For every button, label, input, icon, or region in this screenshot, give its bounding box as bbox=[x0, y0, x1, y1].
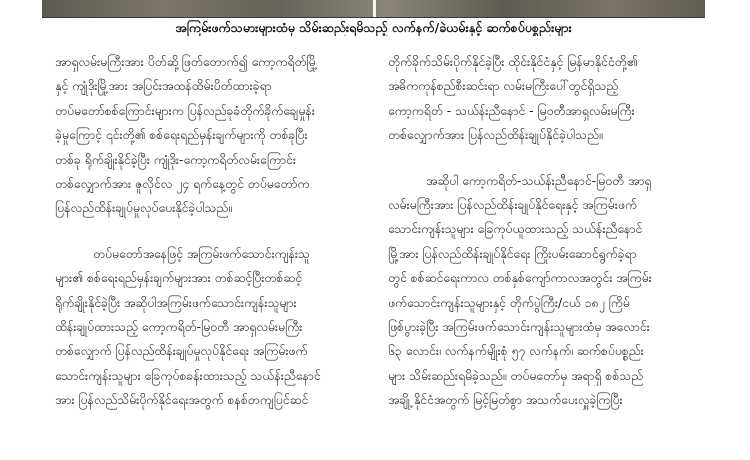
right-column bbox=[388, 50, 706, 434]
text-line: အချို့ နိုင်ငံအတွက် မြင့်မြတ်စွာ အသက်ပေးလှူခဲ့ကြပြီး bbox=[388, 393, 623, 408]
text-line: တစ်လျှောက်အား ပြန်လည်ထိန်းချုပ်နိုင်ခဲ့ပါသည်။ bbox=[388, 128, 603, 143]
text-line: ၆၃ လောင်း၊ လက်နက်မျိုးစုံ ၅၇ လက်နက်၊ ဆက်စပ်ပစ္စည်း bbox=[388, 344, 644, 359]
text-line: တစ်လျှောက် ပြန်လည်ထိန်းချုပ်မှုလုပ်နိုင်ရေး အကြမ်းဖက် bbox=[55, 344, 308, 359]
text-line: ဖြစ်ပွားခဲ့ပြီး အကြမ်းဖက်သောင်းကျန်းသူများထံမှ အလောင်း bbox=[388, 320, 650, 335]
text-line: ခဲ့မှုကြောင့် ၎င်းတို့၏ စစ်ရေးရည်မှန်းချက်များကို တစ်ခုပြီး bbox=[55, 128, 308, 143]
text-line: ကော့ကရိတ် - သယ်န်းညီနောင် - မြဝတီအာရှလမ်းမကြီး bbox=[388, 103, 635, 118]
article-paragraph bbox=[388, 169, 706, 413]
text-line: တိုက်ခိုက်သိမ်းပိုက်နိုင်ခဲ့ပြီး ထိုင်းနိုင်ငံနှင့် မြန်မာနိုင်ငံတို့၏ bbox=[388, 55, 638, 69]
text-line: တွင် စစ်ဆင်ရေးကာလ တစ်နှစ်ကျော်ကာလအတွင်း အကြမ်း bbox=[388, 271, 652, 286]
text-line: အဆိုပါ ကော့ကရိတ်-သယ်န်းညီနောင်-မြဝတီ အာရှ bbox=[426, 173, 652, 188]
text-line: ပြန်လည်ထိန်းချုပ်မှုလုပ်ပေးနိုင်ခဲ့ပါသည်။ bbox=[55, 201, 232, 216]
text-line: မြို့အား ပြန်လည်ထိန်းချုပ်နိုင်ရေး ကြိုးပမ်းဆောင်ရွက်ခဲ့ရာ bbox=[388, 246, 637, 261]
text-line: သောင်းကျန်းသူများ ခြေကုပ်စခန်းထားသည့် သယ်န်းညီနောင် bbox=[55, 368, 321, 383]
text-line: အဓိကကုန်စည်စီးဆင်းရာ လမ်းမကြီးပေါ်တွင်ရှိသည့် bbox=[388, 79, 619, 94]
article-paragraph bbox=[388, 50, 706, 148]
photo-caption: အကြမ်းဖက်သမားများထံမှ သိမ်းဆည်းရမိသည့် လက်နက်/ခဲယမ်းနှင့် ဆက်စပ်ပစ္စည်းများ bbox=[175, 20, 572, 35]
left-column bbox=[55, 50, 373, 434]
text-line: များ၏ စစ်ရေးရည်မှန်းချက်များအား တစ်ဆင့်ပြီးတစ်ဆင့် bbox=[55, 271, 302, 286]
text-line: ဖက်သောင်းကျန်းသူများနှင့် တိုက်ပွဲကြီး/ငယ် ၁၈၂ ကြိမ် bbox=[388, 295, 630, 310]
text-line: များ သိမ်းဆည်းရမိခဲ့သည်။ တပ်မတော်မှ အရာရှိ စစ်သည် bbox=[388, 368, 644, 383]
text-line: ထိန်းချုပ်ထားသည့် ကော့ကရိတ်-မြဝတီ အာရှလမ်းမကြီး bbox=[55, 320, 303, 335]
text-line: ရိုက်ချိုးနိုင်ခဲ့ပြီး အဆိုပါအကြမ်းဖက်သောင်းကျန်းသူများ bbox=[55, 295, 297, 310]
article-paragraph bbox=[55, 242, 373, 413]
text-line: အား ပြန်လည်သိမ်းပိုက်နိုင်ရေးအတွက် စနစ်တကျပြင်ဆင် bbox=[55, 393, 309, 408]
photo-divider bbox=[373, 0, 376, 17]
text-line: နှင့် ကျုံဒိုးမြို့အား အပြင်းအထန်ထိမ်းပိတ်ထားခဲ့ရာ bbox=[55, 79, 272, 94]
text-line: အာရှလမ်းမကြီးအား ပိတ်ဆို့ဖြတ်တောက်၍ ကော့ကရိတ်မြို့ bbox=[55, 55, 318, 69]
article-paragraph bbox=[55, 50, 373, 221]
text-line: တစ်လျှောက်အား ဇူလိုင်လ ၂၄ ရက်နေ့တွင် တပ်မတော်က bbox=[55, 177, 310, 192]
text-line: တပ်မတော်အနေဖြင့် အကြမ်းဖက်သောင်းကျန်းသူ bbox=[93, 246, 310, 261]
text-line: လမ်းမကြီးအား ပြန်လည်ထိန်းချုပ်နိုင်ရေးနှင့် အကြမ်းဖက် bbox=[388, 198, 637, 213]
text-line: သောင်းကျန်းသူများ ခြေကုပ်ယူထားသည့် သယ်န်းညီနောင် bbox=[388, 222, 643, 237]
photo-strip bbox=[42, 0, 705, 18]
text-line: တစ်ခု ရိုက်ချိုးနိုင်ခဲ့ပြီး ကျုံဒိုး-ကော့ကရိတ်လမ်းကြောင်း bbox=[55, 152, 296, 167]
text-line: တပ်မတော်စစ်ကြောင်းများက ပြန်လည်ခုခံတိုက်ခိုက်ချေမှုန်း bbox=[55, 103, 315, 118]
